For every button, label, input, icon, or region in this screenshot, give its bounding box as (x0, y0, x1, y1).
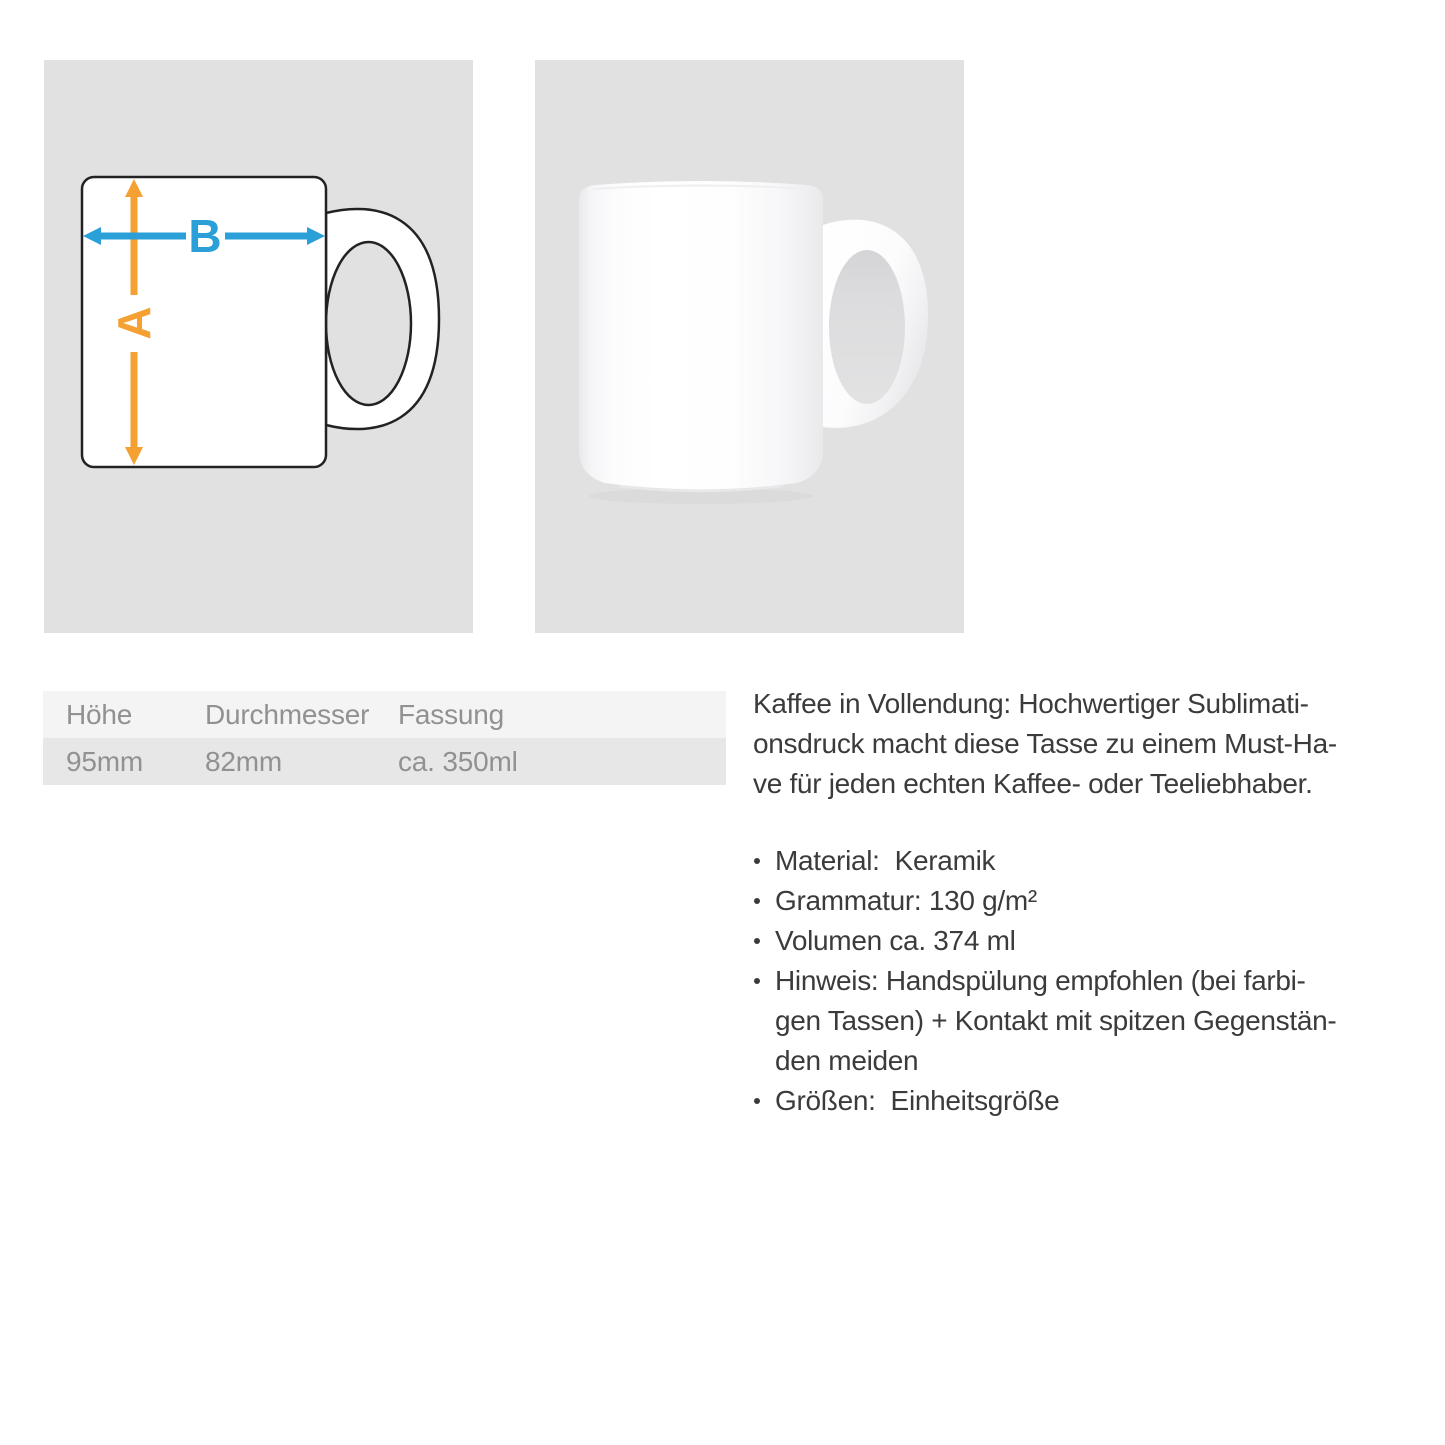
bullet-item-material: Material: Keramik (750, 841, 1445, 881)
product-photo-panel (535, 60, 964, 633)
bullet-item-hinweis: Hinweis: Handspülung empfohlen (bei farbi- gen Tassen) + Kontakt mit spitzen Gegenstän- den meiden (750, 961, 1445, 1081)
width-label: B (188, 210, 222, 262)
mug-outline-handle-hole (326, 242, 411, 405)
mug-photo (535, 60, 964, 633)
size-table-header-row (43, 691, 726, 738)
bullet-item-volumen: Volumen ca. 374 ml (750, 921, 1445, 961)
size-table-header-durchmesser: Durchmesser (205, 698, 370, 730)
bullet-item-grammatur: Grammatur: 130 g/m² (750, 881, 1445, 921)
dimension-diagram-panel (44, 60, 473, 633)
bullet-list (750, 841, 1445, 1121)
description-intro: Kaffee in Vollendung: Hochwertiger Sublimati- onsdruck macht diese Tasse zu einem Must-Ha- ve für jeden echten Kaffee- oder Teeliebhaber. (753, 688, 1337, 799)
height-label: A (108, 306, 160, 340)
size-table-header-hoehe: Höhe (66, 698, 133, 730)
bullet-item-groessen: Größen: Einheitsgröße (750, 1081, 1445, 1121)
size-table (43, 691, 726, 785)
mug-dimension-diagram (44, 60, 473, 633)
product-description (753, 684, 1445, 1121)
size-table-value-hoehe: 95mm (66, 745, 143, 777)
size-table-value-durchmesser: 82mm (205, 745, 282, 777)
size-table-value-row (43, 738, 726, 785)
size-table-value-fassung: ca. 350ml (398, 745, 518, 777)
mug-photo-handle-hole (829, 250, 905, 404)
size-table-header-fassung: Fassung (398, 698, 504, 730)
mug-photo-body (579, 181, 823, 490)
